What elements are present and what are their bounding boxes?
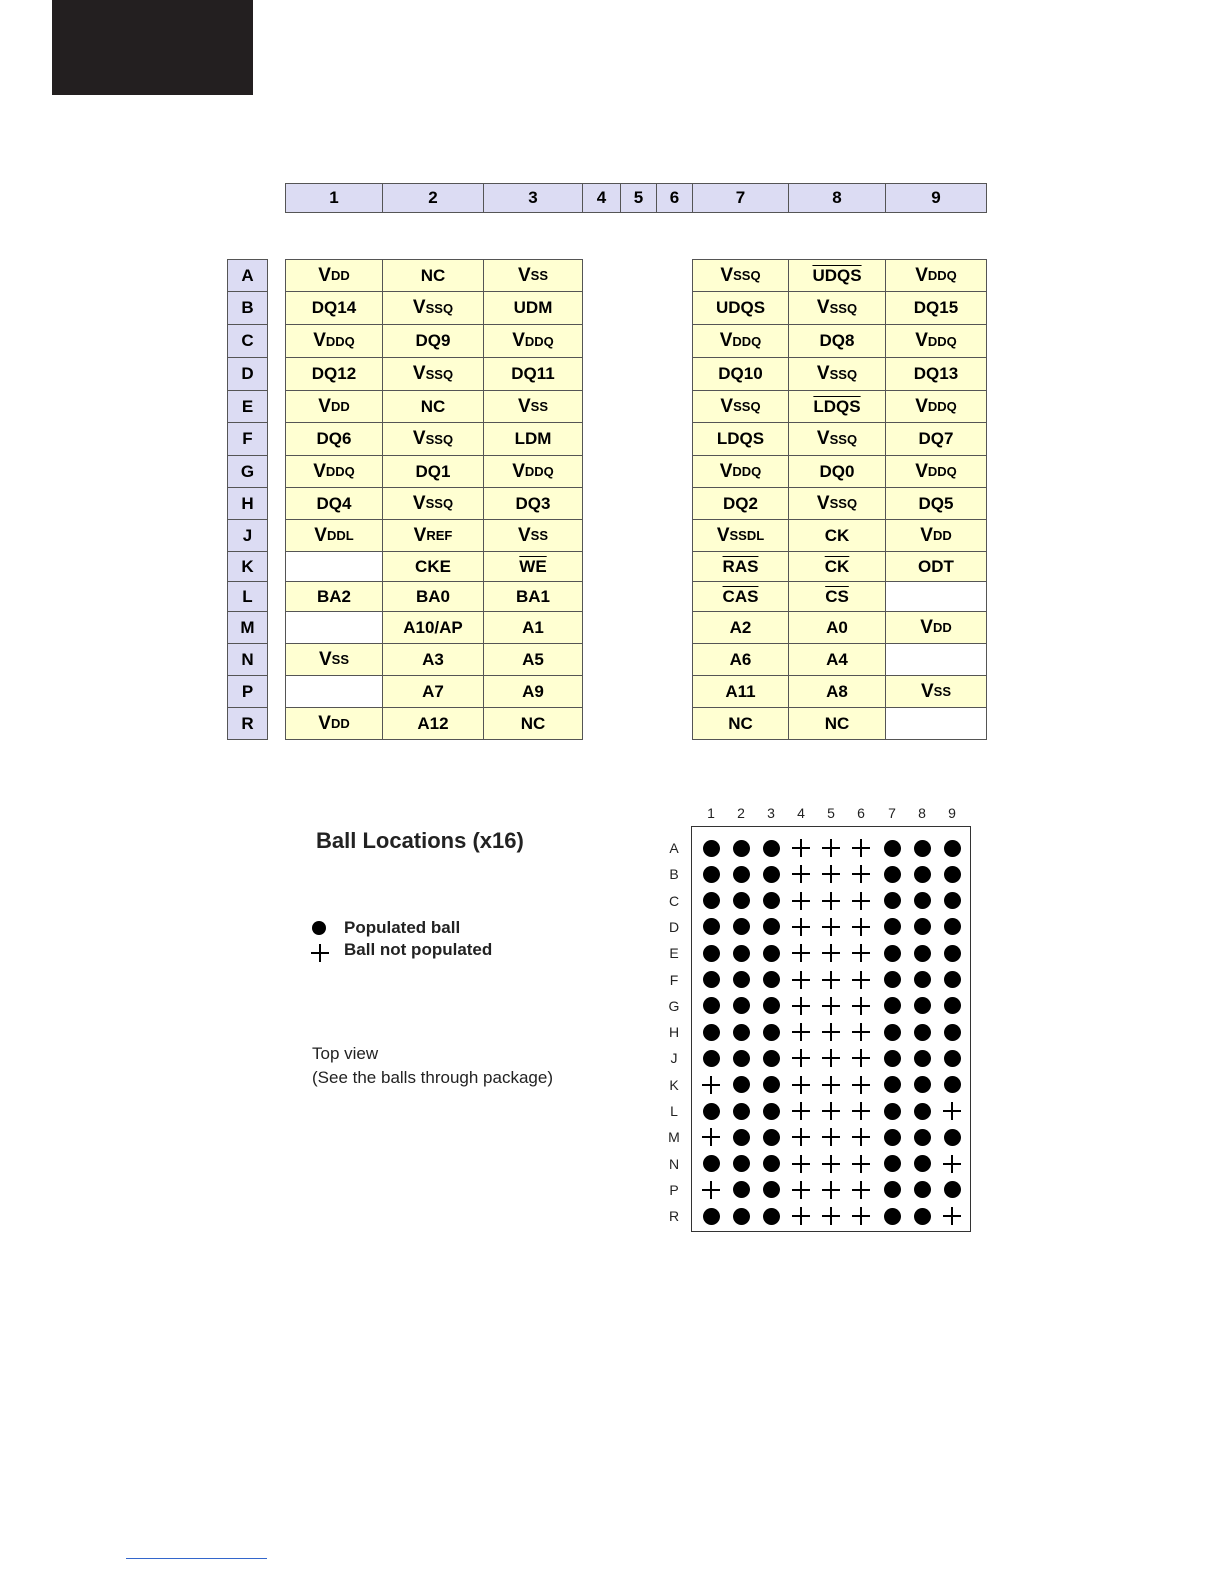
pin-cell-J8: CK bbox=[788, 519, 886, 552]
ball-row-label-J: J bbox=[670, 1050, 678, 1067]
pin-cell-C7: V DDQ bbox=[692, 324, 789, 358]
pin-cell-E2: NC bbox=[382, 390, 484, 423]
populated-ball-legend-icon bbox=[312, 921, 326, 935]
pin-cell-F9: DQ7 bbox=[885, 422, 987, 456]
row-header-A: A bbox=[227, 259, 268, 292]
pin-cell-G9: V DDQ bbox=[885, 455, 987, 488]
ball-row-label-L: L bbox=[670, 1103, 678, 1119]
column-header-5: 5 bbox=[620, 183, 657, 213]
row-header-P: P bbox=[227, 675, 268, 708]
row-header-J: J bbox=[227, 519, 268, 552]
pin-cell-L2: BA0 bbox=[382, 581, 484, 612]
pin-cell-F3: LDM bbox=[483, 422, 583, 456]
pin-cell-F2: V SSQ bbox=[382, 422, 484, 456]
ball-column-label-4: 4 bbox=[797, 805, 805, 821]
header-black-block bbox=[52, 0, 253, 95]
pin-cell-N7: A6 bbox=[692, 643, 789, 676]
pin-cell-M2: A10/AP bbox=[382, 611, 484, 644]
column-header-3: 3 bbox=[483, 183, 583, 213]
pin-cell-H3: DQ3 bbox=[483, 487, 583, 520]
pin-cell-H8: V SSQ bbox=[788, 487, 886, 520]
row-header-K: K bbox=[227, 551, 268, 582]
ball-locations-title: Ball Locations (x16) bbox=[316, 828, 524, 853]
column-header-8: 8 bbox=[788, 183, 886, 213]
pin-cell-H9: DQ5 bbox=[885, 487, 987, 520]
row-header-D: D bbox=[227, 357, 268, 391]
pin-cell-E8: LDQS bbox=[788, 390, 886, 423]
pin-cell-E3: V SS bbox=[483, 390, 583, 423]
pin-cell-A7: V SSQ bbox=[692, 259, 789, 292]
pin-cell-B3: UDM bbox=[483, 291, 583, 325]
ball-grid-outline bbox=[691, 826, 971, 1232]
row-header-F: F bbox=[227, 422, 268, 456]
ball-column-label-3: 3 bbox=[767, 805, 775, 821]
ball-column-label-1: 1 bbox=[707, 805, 715, 821]
column-header-2: 2 bbox=[382, 183, 484, 213]
pin-cell-L7: $\overline{CAS}$ bbox=[692, 581, 789, 612]
pin-cell-K1 bbox=[285, 551, 383, 582]
ball-column-label-5: 5 bbox=[827, 805, 835, 821]
pin-cell-P1 bbox=[285, 675, 383, 708]
pin-cell-E7: V SSQ bbox=[692, 390, 789, 423]
ball-row-label-F: F bbox=[669, 971, 679, 988]
pin-cell-J2: V REF bbox=[382, 519, 484, 552]
pin-cell-N2: A3 bbox=[382, 643, 484, 676]
row-header-E: E bbox=[227, 390, 268, 423]
pin-cell-D7: DQ10 bbox=[692, 357, 789, 391]
pin-cell-J3: V SS bbox=[483, 519, 583, 552]
footer-link-line bbox=[126, 1558, 267, 1559]
ball-row-label-K: K bbox=[669, 1076, 679, 1093]
pin-cell-P2: A7 bbox=[382, 675, 484, 708]
pin-cell-A1: V DD bbox=[285, 259, 383, 292]
row-header-L: L bbox=[227, 581, 268, 612]
pin-cell-J9: V DD bbox=[885, 519, 987, 552]
pin-cell-N9 bbox=[885, 643, 987, 676]
pin-cell-K2: CKE bbox=[382, 551, 484, 582]
pin-cell-G1: V DDQ bbox=[285, 455, 383, 488]
pin-cell-G8: DQ0 bbox=[788, 455, 886, 488]
legend-not-populated: Ball not populated bbox=[344, 940, 493, 959]
pin-cell-E1: V DD bbox=[285, 390, 383, 423]
ball-row-label-N: N bbox=[668, 1155, 680, 1172]
pin-cell-R1: V DD bbox=[285, 707, 383, 740]
row-header-H: H bbox=[227, 487, 268, 520]
pin-cell-D9: DQ13 bbox=[885, 357, 987, 391]
top-view-label: Top view bbox=[312, 1044, 379, 1063]
pin-cell-A9: V DDQ bbox=[885, 259, 987, 292]
pin-cell-R2: A12 bbox=[382, 707, 484, 740]
ball-row-label-G: G bbox=[668, 997, 680, 1014]
pin-cell-D1: DQ12 bbox=[285, 357, 383, 391]
column-header-4: 4 bbox=[582, 183, 621, 213]
pin-cell-B8: V SSQ bbox=[788, 291, 886, 325]
ball-row-label-A: A bbox=[669, 840, 679, 856]
pin-cell-R9 bbox=[885, 707, 987, 740]
ball-row-label-R: R bbox=[668, 1208, 680, 1225]
row-header-G: G bbox=[227, 455, 268, 488]
pin-cell-M3: A1 bbox=[483, 611, 583, 644]
pin-cell-C9: V DDQ bbox=[885, 324, 987, 358]
ball-column-label-7: 7 bbox=[888, 805, 896, 821]
pin-cell-L9 bbox=[885, 581, 987, 612]
pin-cell-C1: V DDQ bbox=[285, 324, 383, 358]
pin-cell-B1: DQ14 bbox=[285, 291, 383, 325]
pin-cell-B7: UDQS bbox=[692, 291, 789, 325]
row-header-M: M bbox=[227, 611, 268, 644]
pin-cell-E9: V DDQ bbox=[885, 390, 987, 423]
pin-cell-K8: $\overline{CK}$ bbox=[788, 551, 886, 582]
pin-cell-G3: V DDQ bbox=[483, 455, 583, 488]
pin-cell-C2: DQ9 bbox=[382, 324, 484, 358]
pin-cell-N3: A5 bbox=[483, 643, 583, 676]
row-header-B: B bbox=[227, 291, 268, 325]
pin-cell-D8: V SSQ bbox=[788, 357, 886, 391]
pin-cell-K7: $\overline{RAS}$ bbox=[692, 551, 789, 582]
pin-cell-B2: V SSQ bbox=[382, 291, 484, 325]
ball-row-label-D: D bbox=[668, 918, 680, 935]
pin-cell-L8: $\overline{CS}$ bbox=[788, 581, 886, 612]
ball-row-label-H: H bbox=[668, 1024, 680, 1041]
pin-cell-R8: NC bbox=[788, 707, 886, 740]
pin-cell-R3: NC bbox=[483, 707, 583, 740]
pin-cell-M1 bbox=[285, 611, 383, 644]
ball-row-label-B: B bbox=[669, 866, 679, 883]
column-header-1: 1 bbox=[285, 183, 383, 213]
ball-row-label-P: P bbox=[669, 1181, 679, 1198]
ball-column-label-9: 9 bbox=[948, 805, 956, 821]
ball-row-label-C: C bbox=[668, 892, 680, 909]
pin-cell-C8: DQ8 bbox=[788, 324, 886, 358]
pin-cell-P9: V SS bbox=[885, 675, 987, 708]
pin-cell-F1: DQ6 bbox=[285, 422, 383, 456]
pin-cell-K9: ODT bbox=[885, 551, 987, 582]
column-header-9: 9 bbox=[885, 183, 987, 213]
not-populated-legend-icon bbox=[311, 944, 329, 962]
pin-cell-H7: DQ2 bbox=[692, 487, 789, 520]
ball-column-label-2: 2 bbox=[737, 805, 745, 821]
pin-cell-A3: V SS bbox=[483, 259, 583, 292]
pin-cell-A2: NC bbox=[382, 259, 484, 292]
pin-cell-P8: A8 bbox=[788, 675, 886, 708]
ball-column-label-6: 6 bbox=[857, 805, 865, 821]
pin-cell-H1: DQ4 bbox=[285, 487, 383, 520]
pin-cell-F8: V SSQ bbox=[788, 422, 886, 456]
pin-cell-N1: V SS bbox=[285, 643, 383, 676]
pin-cell-B9: DQ15 bbox=[885, 291, 987, 325]
pin-cell-H2: V SSQ bbox=[382, 487, 484, 520]
row-header-C: C bbox=[227, 324, 268, 358]
ball-column-label-8: 8 bbox=[918, 805, 926, 821]
column-header-6: 6 bbox=[656, 183, 693, 213]
ball-row-label-E: E bbox=[669, 945, 679, 962]
pin-cell-C3: V DDQ bbox=[483, 324, 583, 358]
pin-cell-F7: LDQS bbox=[692, 422, 789, 456]
ball-row-label-M: M bbox=[668, 1129, 680, 1146]
pin-cell-N8: A4 bbox=[788, 643, 886, 676]
pin-cell-G2: DQ1 bbox=[382, 455, 484, 488]
column-header-7: 7 bbox=[692, 183, 789, 213]
row-header-R: R bbox=[227, 707, 268, 740]
pin-cell-R7: NC bbox=[692, 707, 789, 740]
pin-cell-M9: V DD bbox=[885, 611, 987, 644]
pin-cell-L1: BA2 bbox=[285, 581, 383, 612]
pin-cell-K3: $\overline{WE}$ bbox=[483, 551, 583, 582]
pin-cell-P7: A11 bbox=[692, 675, 789, 708]
legend-populated: Populated ball bbox=[344, 918, 461, 937]
pin-cell-A8: UDQS bbox=[788, 259, 886, 292]
pin-cell-G7: V DDQ bbox=[692, 455, 789, 488]
row-header-N: N bbox=[227, 643, 268, 676]
top-view-note: (See the balls through package) bbox=[312, 1068, 553, 1087]
pin-cell-L3: BA1 bbox=[483, 581, 583, 612]
pin-cell-J7: V SSDL bbox=[692, 519, 789, 552]
pin-cell-J1: V DDL bbox=[285, 519, 383, 552]
pin-cell-D3: DQ11 bbox=[483, 357, 583, 391]
pin-cell-D2: V SSQ bbox=[382, 357, 484, 391]
pin-cell-M7: A2 bbox=[692, 611, 789, 644]
pin-cell-M8: A0 bbox=[788, 611, 886, 644]
pin-cell-P3: A9 bbox=[483, 675, 583, 708]
